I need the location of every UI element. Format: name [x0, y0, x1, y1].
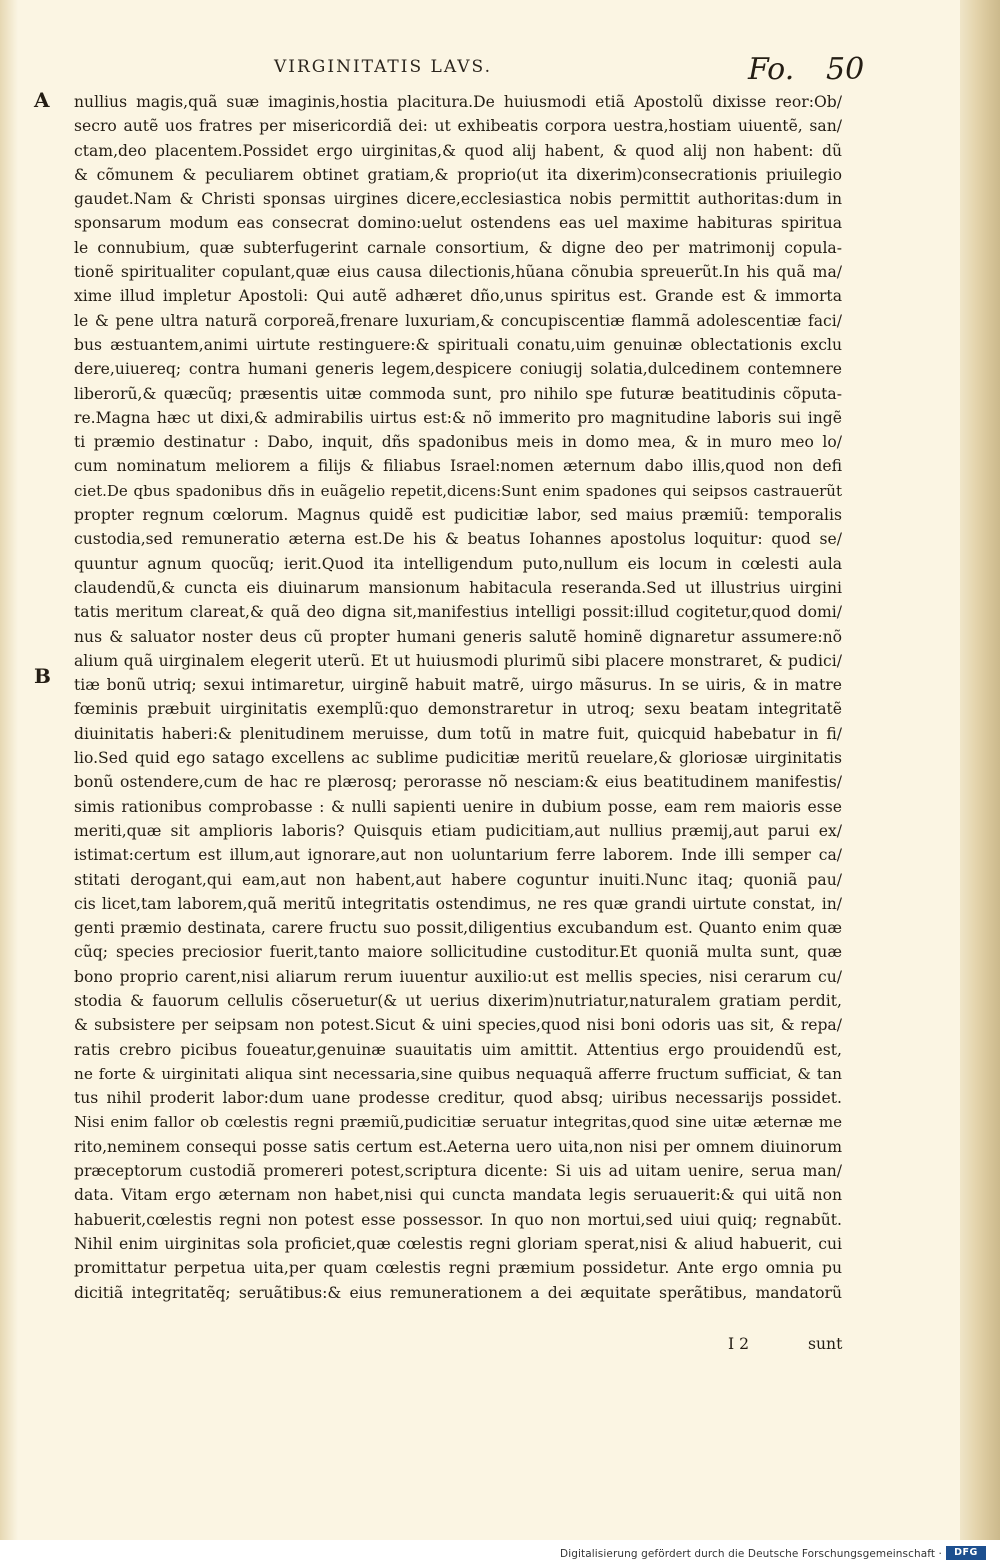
page-edge [960, 0, 1000, 1540]
text-line: gaudet.Nam & Christi sponsas uirgines dicere,ecclesiastica nobis permittit authoritas:dum in [74, 190, 842, 209]
signature-mark: I 2 [728, 1335, 750, 1353]
text-line: stitati derogant,qui eam,aut non habent,aut habere coguntur inuiti.Nunc itaq; quoniã pau/ [74, 870, 842, 889]
text-line: dere,uiuereq; contra humani generis legem,despicere coniugij solatia,dulcedinem contemnere [74, 360, 842, 379]
text-line: tiæ bonũ utriq; sexui intimaretur, uirginẽ habuit matrẽ, uirgo mãsurus. In se uiris, & in matre [74, 676, 842, 695]
text-line: bus æstuantem,animi uirtute restinguere:& spirituali conatu,uim genuinæ oblectationis exclu [74, 335, 842, 354]
text-line: custodia,sed remuneratio æterna est.De his & beatus Iohannes apostolus loquitur: quod se/ [74, 530, 842, 549]
text-line: nullius magis,quã suæ imaginis,hostia placitura.De huiusmodi etiã Apostolũ dixisse reor:Ob/ [74, 93, 842, 111]
catchword: sunt [808, 1335, 843, 1353]
text-line: tatis meritum clareat,& quã deo digna sit,manifestius intelligi possit:illud cogitetur,quod domi/ [74, 603, 842, 622]
text-line: istimat:certum est illum,aut ignorare,aut non uoluntarium ferre laborem. Inde illi semper ca/ [74, 846, 842, 865]
text-line: lio.Sed quid ego satago excellens ac sublime pudicitiæ meritũ reuelare,& gloriosæ uirginitatis [74, 749, 842, 768]
text-line: ratis crebro picibus foueatur,genuinæ suauitatis uim amittit. Attentius ergo prouidendũ est, [74, 1040, 842, 1059]
text-line: stodia & fauorum cellulis cõseruetur(& ut uerius dixerim)nutriatur,naturalem gratiam perdit, [74, 991, 842, 1010]
text-line: bono proprio carent,nisi aliarum rerum iuuentur auxilio:ut est mellis species, nisi cerarum cu/ [74, 967, 842, 986]
text-line: sponsarum modum eas consecrat domino:uelut ostendens eas uel maxime habituras spiritua [74, 214, 842, 233]
text-line: alium quã uirginalem elegerit uterũ. Et ut huiusmodi plurimũ sibi placere monstraret, & pudici/ [74, 651, 842, 670]
margin-marker-a: A [34, 88, 50, 112]
text-line: xime illud impletur Apostoli: Qui autẽ adhæret dño,unus spiritus est. Grande est & immorta [74, 287, 842, 306]
text-line: meriti,quæ sit amplioris laboris? Quisquis etiam pudicitiam,aut nullius præmij,aut parui ex/ [74, 821, 842, 840]
dfg-logo: DFG [946, 1546, 986, 1560]
text-line: ne forte & uirginitati aliqua sint necessaria,sine quibus nequaquã afferre fructum sufficiat, & tan [74, 1064, 842, 1083]
text-line: re.Magna hæc ut dixi,& admirabilis uirtus est:& nõ immerito pro magnitudine laboris sui ingẽ [74, 408, 842, 427]
margin-marker-b: B [34, 664, 51, 688]
text-line: Nihil enim uirginitas sola proficiet,quæ cœlestis regni gloriam sperat,nisi & aliud habuerit, cui [74, 1234, 842, 1253]
text-line: propter regnum cœlorum. Magnus quidẽ est pudicitiæ labor, sed maius præmiũ: temporalis [74, 506, 842, 525]
text-line: cis licet,tam laborem,quã meritũ integritatis ostendimus, ne res quæ grandi uirtute constat, in/ [74, 894, 842, 913]
text-line: simis rationibus comprobasse : & nulli sapienti uenire in dubium posse, eam rem maioris esse [74, 797, 842, 816]
text-line: quuntur agnum quocũq; ierit.Quod ita intelligendum puto,nullum eis locum in cœlesti aula [74, 554, 842, 573]
text-line: tus nihil proderit labor:dum uane prodesse creditur, quod absq; uiribus necessarijs possidet. [74, 1089, 842, 1108]
text-line: promittatur perpetua uita,per quam cœlestis regni præmium possidetur. Ante ergo omnia pu [74, 1259, 842, 1278]
text-line: ti præmio destinatur : Dabo, inquit, dñs spadonibus meis in domo mea, & in muro meo lo/ [74, 433, 842, 452]
text-line: & subsistere per seipsam non potest.Sicut & uini species,quod nisi boni odoris uas sit, & repa/ [74, 1016, 842, 1035]
text-line: secro autẽ uos fratres per misericordiã dei: ut exhibeatis corpora uestra,hostiam uiuentẽ, san/ [74, 117, 842, 136]
text-line: rito,neminem consequi posse satis certum est.Aeterna uero uita,non nisi per omnem diuinorum [74, 1137, 842, 1156]
text-line: ciet.De qbus spadonibus dñs in euãgelio repetit,dicens:Sunt enim spadones qui seipsos castrauerũt [74, 481, 842, 500]
footer-credit: Digitalisierung gefördert durch die Deutsche Forschungsgemeinschaft · [560, 1548, 942, 1560]
gutter-shadow [0, 0, 18, 1540]
folio-label: Fo. [748, 52, 795, 87]
text-line: habuerit,cœlestis regni non potest esse possessor. In quo non mortui,sed uiui quiq; regnabũt. [74, 1210, 842, 1229]
text-line: bonũ ostendere,cum de hac re plærosq; perorasse nõ nesciam:& eius beatitudinem manifestis/ [74, 773, 842, 792]
text-line: Nisi enim fallor ob cœlestis regni præmiũ,pudicitiæ seruatur integritas,quod sine uitæ æternæ me [74, 1113, 842, 1132]
text-line: genti præmio destinata, carere fructu suo possit,diligentius excubandum est. Quanto enim quæ [74, 919, 842, 938]
text-line: le connubium, quæ subterfugerint carnale consortium, & digne deo per matrimonij copula- [74, 238, 842, 257]
text-line: le & pene ultra naturã corporeã,frenare luxuriam,& concupiscentiæ flammã adolescentiæ faci/ [74, 311, 842, 330]
text-line: data. Vitam ergo æternam non habet,nisi qui cuncta mandata legis seruauerit:& qui uitã non [74, 1186, 842, 1205]
text-line: tionẽ spiritualiter copulant,quæ eius causa dilectionis,hũana cõnubia spreuerũt.In his quã ma/ [74, 263, 842, 282]
text-line: præceptorum custodiã promereri potest,scriptura dicente: Si uis ad uitam uenire, serua man/ [74, 1162, 842, 1181]
text-line: & cõmunem & peculiarem obtinet gratiam,& proprio(ut ita dixerim)consecrationis priuilegio [74, 165, 842, 184]
folio-number: 50 [826, 52, 865, 87]
text-line: nus & saluator noster deus cũ propter humani generis salutẽ hominẽ dignaretur assumere:nõ [74, 627, 842, 646]
running-head: VIRGINITATIS LAVS. [274, 57, 492, 77]
text-line: claudendũ,& cuncta eis diuinarum mansionum habitacula reseranda.Sed ut illustrius uirgini [74, 578, 842, 597]
text-line: ctam,deo placentem.Possidet ergo uirginitas,& quod alij habent, & quod alij non habent: dũ [74, 141, 842, 160]
body-text [74, 90, 842, 1305]
text-line: dicitiã integritatẽq; seruãtibus:& eius remunerationem a dei æquitate sperãtibus, mandatorũ [74, 1283, 842, 1302]
text-line: diuinitatis haberi:& plenitudinem meruisse, dum totũ in matre fuit, quicquid habebatur in fi/ [74, 724, 842, 743]
text-line: fœminis præbuit uirginitatis exemplũ:quo demonstraretur in utroq; sexu beatam integritatẽ [74, 700, 842, 719]
text-line: liberorũ,& quæcũq; præsentis uitæ commoda sunt, pro nihilo spe futuræ beatitudinis cõputa- [74, 384, 842, 403]
text-line: cũq; species preciosior fuerit,tanto maiore sollicitudine custoditur.Et quoniã multa sunt, quæ [74, 943, 842, 962]
text-line: cum nominatum meliorem a filijs & filiabus Israel:nomen æternum dabo illis,quod non defi [74, 457, 842, 476]
